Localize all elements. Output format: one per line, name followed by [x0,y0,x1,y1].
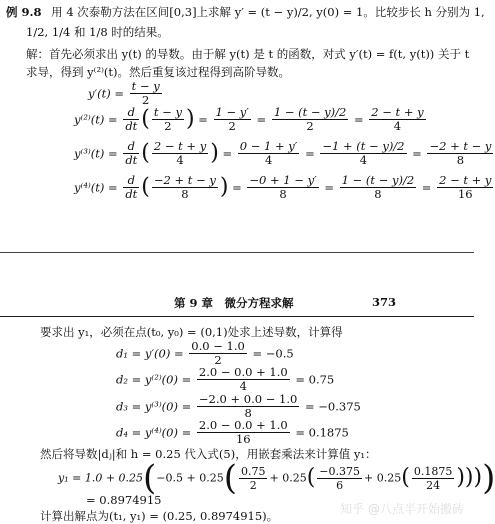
problem-line-2: 1/2, 1/4 和 1/8 时的结果。 [26,25,169,39]
equation-y1: y′(t) = $\frac{t - y}{2}$ [88,79,160,107]
equation-y3: y⁽³⁾(t) = $\frac{d}{dt}$ ( $\frac{2 - t + y}{4}$ ) = $\frac{0 - 1 + y'}{4}$ = $\frac{-1 + (t - y)/2}{4}$ = $\frac{-2 + t - y}{8}$ [74,139,492,167]
equation-y4: y⁽⁴⁾(t) = $\frac{d}{dt}$ ( $\frac{-2 + t - y}{8}$ ) = $\frac{-0 + 1 - y'}{8}$ = $\frac{1 - (t - y)/2}{8}$ = $\frac{2 - t + y}{16}$ [74,173,492,201]
page-number: 373 [372,295,397,309]
equation-d3: d₃ = y⁽³⁾(0) = $\frac{-2.0 + 0.0 - 1.0}{8}$ = −0.375 [116,392,361,420]
equation-d2: d₂ = y⁽²⁾(0) = $\frac{2.0 - 0.0 + 1.0}{4}$ = 0.75 [116,365,335,393]
solution-line-1: 解：首先必须求出 y(t) 的导数。由于解 y(t) 是 t 的函数，对式 y′(t) = f(t, y(t)) 关于 t [26,47,470,61]
page-break-divider [0,252,474,253]
solution-line-2: 求导，得到 y⁽²⁾(t)。然后重复该过程得到高阶导数。 [26,65,291,79]
chapter-title: 第 9 章 微分方程求解 [174,296,294,310]
equation-d1: d₁ = y′(0) = $\frac{0.0 - 1.0}{2}$ = −0.5 [116,339,294,367]
problem-line-1: 用 4 次泰勒方法在区间[0,3]上求解 y′ = (t − y)/2, y(0) = 1。比较步长 h 分别为 1, [51,5,485,19]
y1-result: = 0.8974915 [86,493,162,507]
example-label: 例 9.8 [6,5,42,19]
equation-d4: d₄ = y⁽⁴⁾(0) = $\frac{2.0 - 0.0 + 1.0}{16}$ = 0.1875 [116,418,349,446]
equation-y2: y⁽²⁾(t) = $\frac{d}{dt}$ ( $\frac{t - y}{2}$ ) = $\frac{1 - y'}{2}$ = $\frac{1 - (t - y)/2}{2}$ = $\frac{2 - t + y}{4}$ [74,105,424,133]
header-underline [0,316,474,317]
substitution-line: 然后将导数|dⱼ|和 h = 0.25 代入式(5)，用嵌套乘法来计算值 y₁： [40,447,377,461]
final-line: 计算出解点为(t₁, y₁) = (0.25, 0.8974915)。 [40,509,279,523]
example-heading [6,4,485,20]
intro-line: 要求出 y₁，必须在点(t₀, y₀) = (0,1)处求上述导数，计算得 [40,325,343,339]
equation-y1-nested: y₁ = 1.0 + 0.25(−0.5 + 0.25( $\frac{0.75}{2}$ + 0.25( $\frac{-0.375}{6}$ + 0.25( $\frac{0.1875}{24}$ )))) [58,458,495,498]
watermark-text: 知乎 @八点半开始搬砖 [340,502,464,516]
